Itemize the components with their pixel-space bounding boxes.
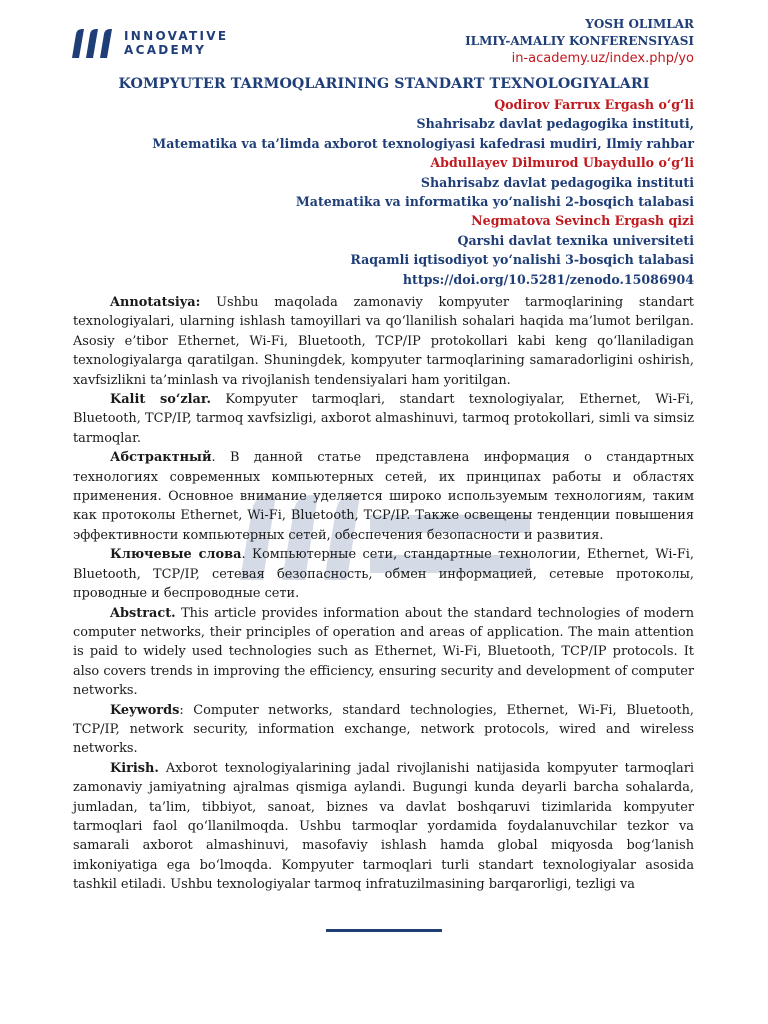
paragraph-label: Kalit so‘zlar. — [110, 392, 212, 408]
author-line: Shahrisabz davlat pedagogika instituti, — [416, 116, 694, 132]
conference-line-2: ILMIY-AMALIY KONFERENSIYASI — [465, 34, 694, 48]
logo-line-1: INNOVATIVE — [124, 29, 229, 43]
logo-text — [124, 29, 228, 57]
article-title: KOMPYUTER TARMOQLARINING STANDART TEXNOLOGIYALARI — [118, 76, 650, 92]
paragraph-text: Axborot texnologiyalarining jadal rivojlanishi natijasida kompyuter tarmoqlari zamonaviy jamiyatning ajralmas qismiga aylandi. Bugungi kunda deyarli barcha sohalarda, jumladan, ta’lim, tibbiyot, sanoat, biznes va davlat boshqaruvi tizimlarida kompyuter tarmoqlari faol qo‘llanilmoqda. Ushbu tarmoqlar yordamida foydalanuvchilar tezkor va samarali axborot almashinuvi, masofaviy ishlash hamda global miqyosda bog‘lanish imkoniyatiga ega bo‘lmoqda. Kompyuter tarmoqlari turli standart texnologiyalar asosida tashkil etiladi. Ushbu texnologiyalar tarmoq infratuzilmasining barqarorligi, tezligi va — [73, 760, 694, 893]
author-line: Raqamli iqtisodiyot yo‘nalishi 3-bosqich talabasi — [350, 252, 694, 268]
paragraph-text: . В данной статье представлена информация о стандартных технологиях современных компьютерных сетей, их принципах работы и областях применения. Основное внимание уделяется широко используемым технологиям, таким как протоколы Ethernet, Wi-Fi, Bluetooth, TCP/IP. Также освещены тенденции повышения эффективности компьютерных сетей, обеспечения безопасности и развития. — [73, 450, 694, 543]
paragraph-keywords-ru — [73, 545, 694, 603]
author-line: Matematika va informatika yo‘nalishi 2-bosqich talabasi — [295, 194, 694, 210]
conference-header — [465, 16, 694, 67]
paragraph-annotation-uz — [73, 293, 694, 390]
conference-link[interactable]: in-academy.uz/index.php/yo — [511, 51, 694, 66]
paragraph-label: Abstract. — [110, 605, 176, 621]
authors-block — [152, 95, 694, 289]
paragraph-text: Ushbu maqolada zamonaviy kompyuter tarmoqlarining standart texnologiyalari, ularning ishlash tamoyillari va qo‘llanilish sohalari haqida ma’lumot berilgan. Asosiy e’tibor Ethernet, Wi-Fi, Bluetooth, TCP/IP protokollari kabi keng qo‘llaniladigan texnologiyalarga qaratilgan. Shuningdek, kompyuter tarmoqlarining samaradorligini oshirish, xavfsizlikni ta’minlash va rivojlanish tendensiyalari ham yoritilgan. — [73, 295, 694, 388]
paragraph-introduction — [73, 759, 694, 895]
paragraph-label: Ключевые слова — [110, 547, 242, 563]
paragraph-text: . Компьютерные сети, стандартные технологии, Ethernet, Wi-Fi, Bluetooth, TCP/IP, сетевая безопасность, обмен информацией, сетевые протоколы, проводные и беспроводные сети. — [73, 547, 694, 602]
author-line: Matematika va ta’limda axborot texnologiyasi kafedrasi mudiri, Ilmiy rahbar — [152, 135, 694, 151]
paragraph-abstract-en — [73, 604, 694, 701]
paragraph-text: Kompyuter tarmoqlari, standart texnologiyalar, Ethernet, Wi-Fi, Bluetooth, TCP/IP, tarmoq xavfsizligi, axborot almashinuvi, tarmoq protokollari, simli va simsiz tarmoqlar. — [73, 392, 694, 446]
author-line: Negmatova Sevinch Ergash qizi — [471, 213, 694, 229]
logo-mark-icon — [70, 26, 118, 60]
paragraph-label: Kirish. — [110, 760, 159, 776]
author-line: Abdullayev Dilmurod Ubaydullo o‘g‘li — [430, 155, 694, 171]
conference-line-1: YOSH OLIMLAR — [585, 17, 694, 31]
doi-link[interactable]: https://doi.org/10.5281/zenodo.15086904 — [402, 271, 694, 287]
innovative-academy-logo — [70, 25, 230, 61]
footer-divider — [326, 929, 442, 932]
author-line: Qodirov Farrux Ergash o‘g‘li — [494, 97, 694, 112]
paragraph-label: Абстрактный — [110, 450, 212, 466]
paragraph-text: This article provides information about the standard technologies of modern computer networks, their principles of operation and areas of application. The main attention is paid to widely used technologies such as Ethernet, Wi-Fi, Bluetooth, TCP/IP protocols. It also covers trends in improving the efficiency, ensuring security and development of computer networks. — [73, 605, 694, 699]
logo-line-2: ACADEMY — [124, 43, 207, 57]
paragraph-keywords-uz — [73, 390, 694, 448]
paragraph-text: : Computer networks, standard technologies, Ethernet, Wi-Fi, Bluetooth, TCP/IP, network security, information exchange, network protocols, wired and wireless networks. — [73, 702, 694, 757]
paragraph-label: Annotatsiya: — [110, 295, 201, 310]
author-line: Qarshi davlat texnika universiteti — [457, 232, 694, 248]
paragraph-annotation-ru — [73, 448, 694, 545]
paragraph-keywords-en — [73, 701, 694, 759]
paragraph-label: Keywords — [110, 702, 180, 718]
article-body — [73, 293, 694, 895]
author-line: Shahrisabz davlat pedagogika instituti — [420, 174, 694, 190]
